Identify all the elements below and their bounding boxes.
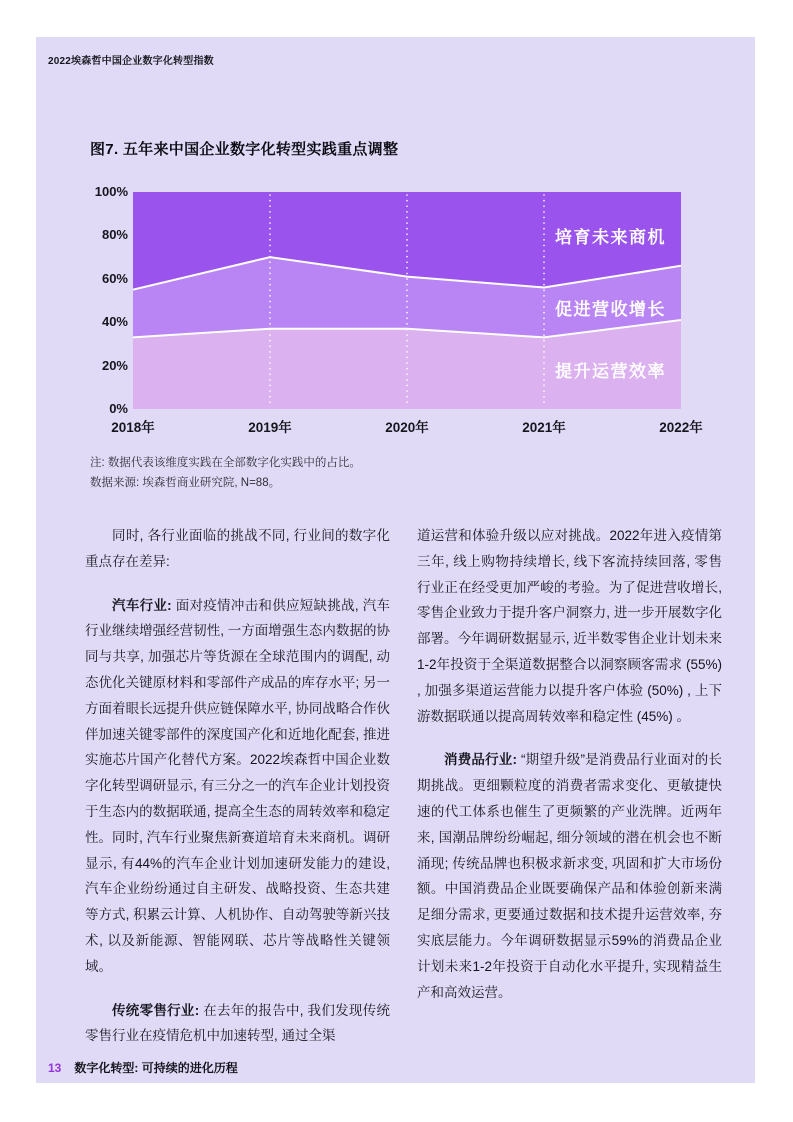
x-axis-tick: 2018年 — [111, 420, 155, 435]
figure7-area-chart — [133, 192, 681, 409]
y-axis-tick: 60% — [101, 270, 128, 286]
paragraph: 同时, 各行业面临的挑战不同, 行业间的数字化重点存在差异: — [85, 528, 390, 569]
x-axis-tick: 2022年 — [659, 420, 703, 435]
footer-title: 数字化转型: 可持续的进化历程 — [74, 1061, 238, 1075]
x-axis-tick: 2020年 — [385, 420, 429, 435]
series-label-improve-operational-efficiency: 提升运营效率 — [555, 362, 666, 381]
paragraph-lead: 消费品行业: — [444, 752, 521, 768]
paragraph-lead: 汽车行业: — [112, 597, 176, 613]
paragraph: 汽车行业: 面对疫情冲击和供应短缺挑战, 汽车行业继续增强经营韧性, 一方面增强生态内数据的协同与共享, 加强芯片等货源在全球范围内的调配, 动态优化关键原材料和零部件产成品的库存水平; 另一方面着眼长远提升供应链保障水平, 协同战略合作伙伴加速关键零部件的深度国产化和近地化配套, 推进实施芯片国产化替代方案。2022埃森哲中国企业数字化转型调研显示, 有三分之一的汽车企业计划投资于生态内的数据联通, 提高全生态的周转效率和稳定性。同时, 汽车行业聚焦新赛道培育未来商机。调研显示, 有44%的汽车企业计划加速研发能力的建设, 汽车企业纷纷通过自主研发、战略投资、生态共建等方式, 积累云计算、人机协作、自动驾驶等新兴技术, 以及新能源、智能网联、芯片等战略性关键领域。 — [85, 597, 390, 974]
report-header: 2022埃森哲中国企业数字化转型指数 — [48, 56, 214, 67]
y-axis-tick: 0% — [109, 401, 128, 416]
body-right-column — [417, 523, 722, 1067]
series-label-nurture-future-opportunities: 培育未来商机 — [555, 228, 666, 247]
body-left-column — [85, 523, 390, 1067]
figure-note-line: 数据来源: 埃森哲商业研究院, N=88。 — [90, 477, 281, 489]
y-axis — [36, 184, 128, 416]
y-axis-tick: 100% — [94, 184, 128, 199]
paragraph: 消费品行业: “期望升级”是消费品行业面对的长期挑战。更细颗粒度的消费者需求变化、更敏捷快速的代工体系也催生了更频繁的产业洗牌。近两年来, 国潮品牌纷纷崛起, 细分领域的潜在机会也不断涌现; 传统品牌也积极求新求变, 巩固和扩大市场份额。中国消费品企业既要确保产品和体验创新来满足细分需求, 更要通过数据和技术提升运营效率, 夯实底层能力。今年调研数据显示59%的消费品企业计划未来1-2年投资于自动化水平提升, 实现精益生产和高效运营。 — [417, 752, 722, 1000]
body-text — [36, 523, 755, 1067]
figure-title: 图7. 五年来中国企业数字化转型实践重点调整 — [90, 141, 399, 158]
page-number: 13 — [48, 1061, 62, 1075]
x-axis-tick: 2021年 — [522, 420, 566, 435]
figure-note-line: 注: 数据代表该维度实践在全部数字化实践中的占比。 — [90, 457, 361, 469]
paragraph: 道运营和体验升级以应对挑战。2022年进入疫情第三年, 线上购物持续增长, 线下客流持续回落, 零售行业正在经受更加严峻的考验。为了促进营收增长, 零售企业致力于提升客户洞察力, 进一步开展数字化部署。今年调研数据显示, 近半数零售企业计划未来1-2年投资于全渠道数据整合以洞察顾客需求 (55%) , 加强多渠道运营能力以提升客户体验 (50%) , 上下游数据联通以提高周转效率和稳定性 (45%) 。 — [417, 528, 722, 724]
paragraph: 传统零售行业: 在去年的报告中, 我们发现传统零售行业在疫情危机中加速转型, 通过全渠 — [85, 1002, 390, 1044]
page-footer — [48, 1059, 238, 1076]
figure-notes — [90, 453, 361, 493]
y-axis-tick: 40% — [101, 314, 128, 330]
y-axis-tick: 80% — [101, 227, 128, 243]
y-axis-tick: 20% — [101, 357, 128, 373]
series-label-promote-revenue-growth: 促进营收增长 — [555, 300, 666, 319]
x-axis — [111, 416, 703, 438]
report-page — [36, 37, 755, 1083]
x-axis-tick: 2019年 — [248, 420, 292, 435]
paragraph-lead: 传统零售行业: — [112, 1002, 204, 1018]
